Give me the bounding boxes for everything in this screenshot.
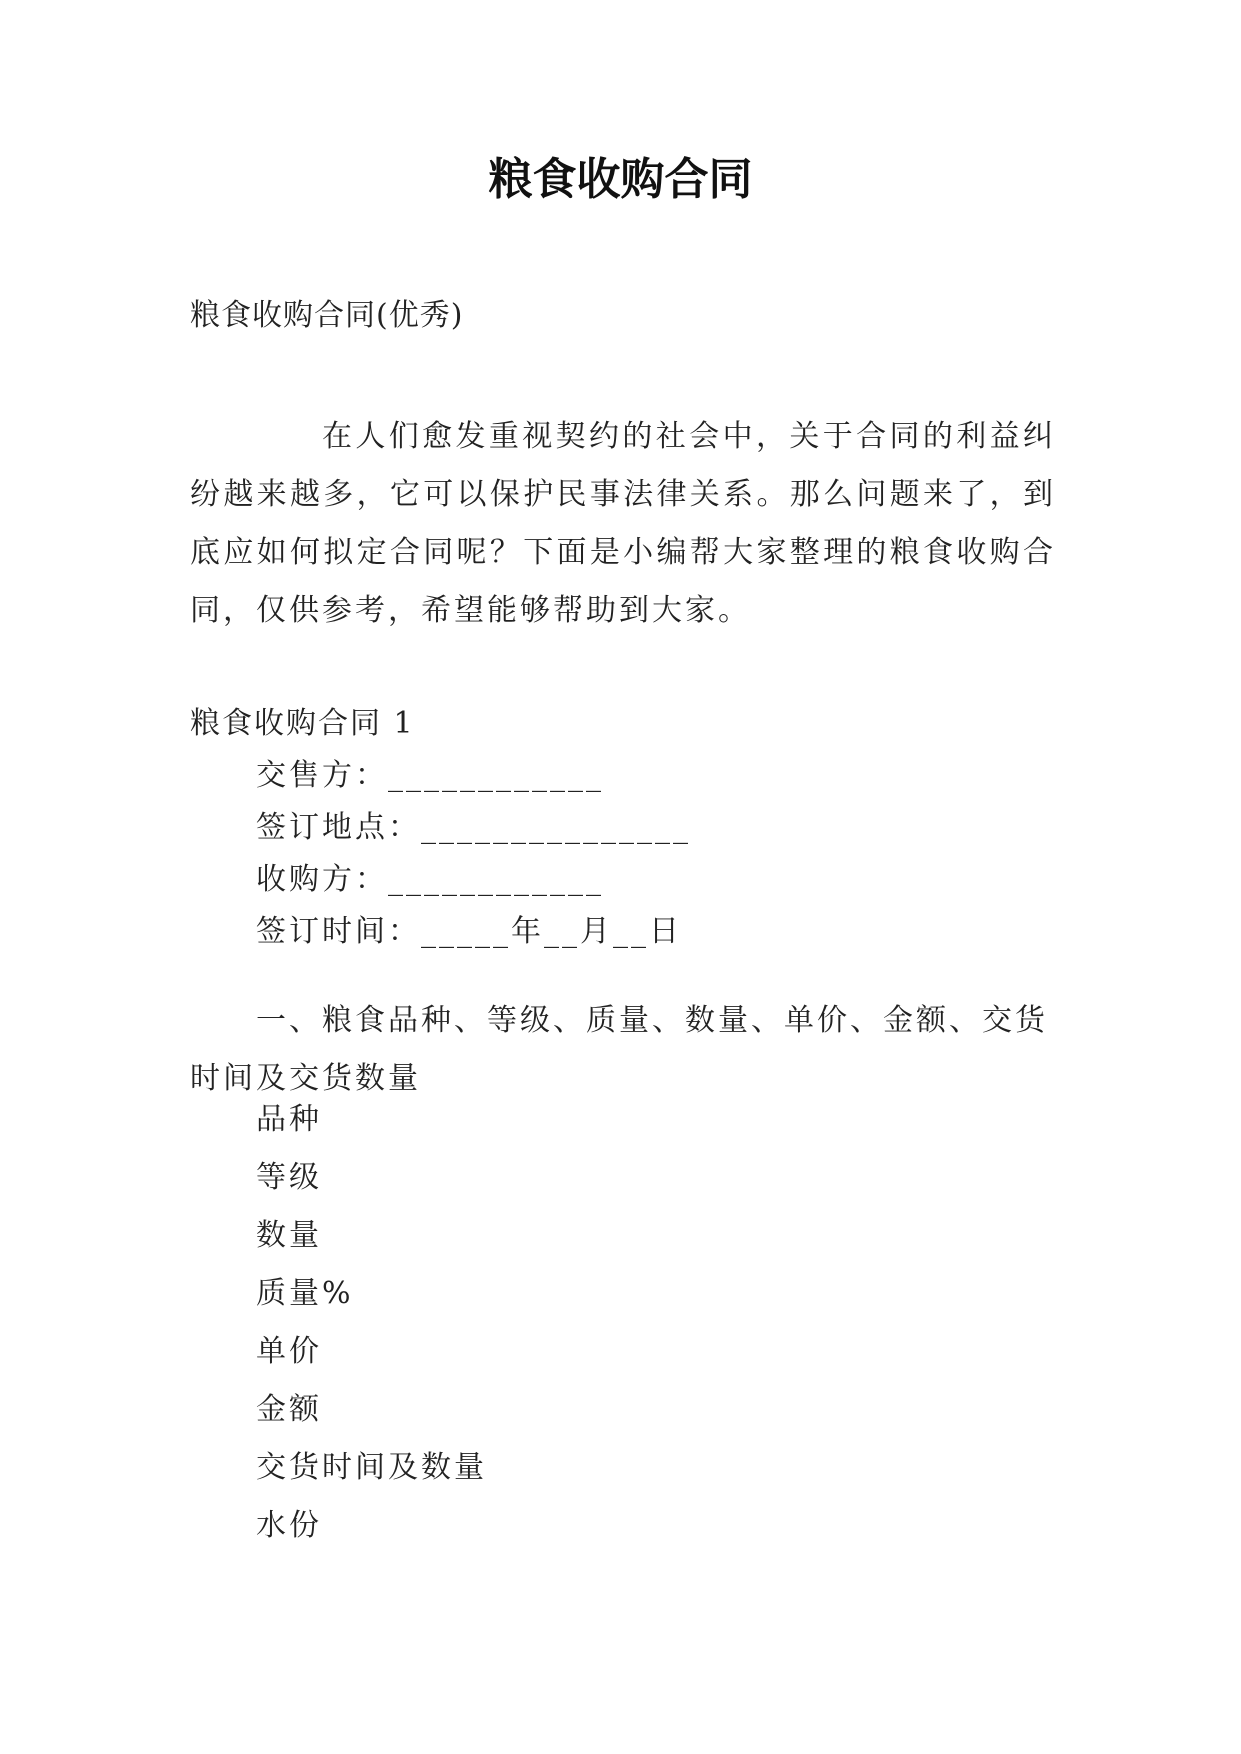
seller-field: 交售方：____________	[256, 758, 604, 793]
list-item: 交货时间及数量	[256, 1450, 487, 1485]
clause-1: 一、粮食品种、等级、质量、数量、单价、金额、交货时间及交货数量	[190, 1003, 1048, 1096]
list-item: 品种	[256, 1102, 322, 1137]
buyer-field: 收购方：____________	[256, 862, 604, 897]
section-heading: 粮食收购合同 1	[190, 706, 415, 741]
list-item: 单价	[256, 1334, 322, 1369]
list-item: 等级	[256, 1160, 322, 1195]
list-item: 数量	[256, 1218, 322, 1253]
document-subtitle: 粮食收购合同(优秀)	[190, 298, 464, 333]
list-item: 质量%	[256, 1276, 354, 1311]
intro-paragraph: 在人们愈发重视契约的社会中，关于合同的利益纠纷越来越多，它可以保护民事法律关系。那么问题来了，到底应如何拟定合同呢？下面是小编帮大家整理的粮食收购合同，仅供参考，希望能够帮助到大家。	[190, 419, 1056, 628]
list-item: 金额	[256, 1392, 322, 1427]
document-title: 粮食收购合同	[488, 154, 753, 205]
sign-place-field: 签订地点：_______________	[256, 810, 691, 845]
list-item: 水份	[256, 1508, 322, 1543]
sign-time-field: 签订时间：_____年__月__日	[256, 914, 682, 949]
